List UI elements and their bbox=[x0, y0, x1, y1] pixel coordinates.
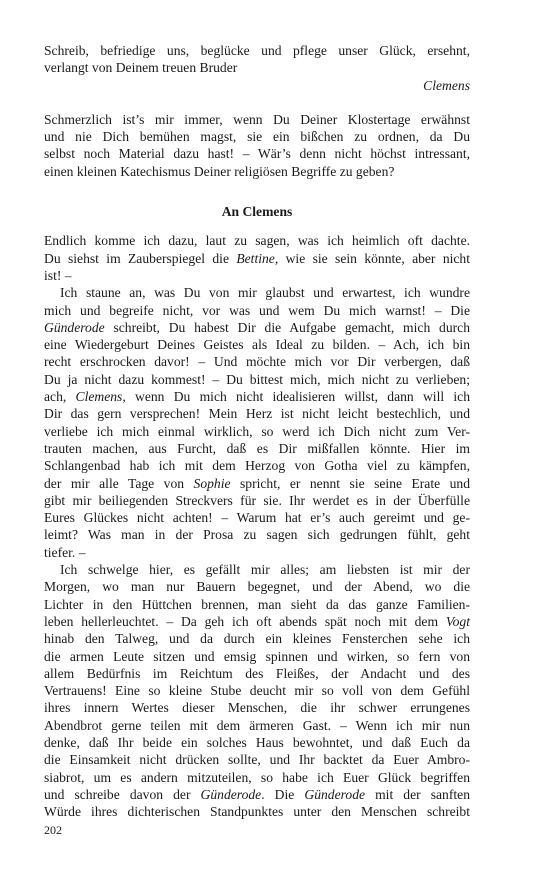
text-line: leben hellerleuchtet. – Da geh ich oft abends spät noch mit dem Vogt bbox=[44, 613, 470, 629]
text-line: Du siehst im Zauberspiegel die Bettine, wie sie sein könnte, aber nicht bbox=[44, 250, 471, 266]
text-line: allem Bedürfnis im Reichtum des Fleißes, der Andacht und des bbox=[44, 665, 470, 681]
book-page bbox=[44, 42, 470, 820]
text-line: denke, daß Ihr beide ein solches Haus bewohntet, und daß Euch da bbox=[44, 734, 470, 750]
text-line: Schmerzlich ist’s mir immer, wenn Du Deiner Klostertage erwähnst bbox=[44, 111, 470, 127]
text-line: mich und begreife nicht, vor was und wem Du mich warnst! – Die bbox=[44, 302, 470, 318]
text-line: Schreib, befriedige uns, beglücke und pflege unser Glück, ersehnt, bbox=[44, 43, 470, 58]
text-line: Günderode schreibt, Du habest Dir die Aufgabe gemacht, mich durch bbox=[44, 319, 470, 335]
letter-heading: An Clemens bbox=[221, 204, 293, 220]
text-line: Ich schwelge hier, es gefällt mir alles; am liebsten ist mir der bbox=[60, 562, 470, 578]
page-number: 202 bbox=[44, 823, 62, 837]
text-line: gibt mir beiliegenden Streckvers für sie. Ihr werdet es in der Überfülle bbox=[44, 492, 470, 508]
text-line: Endlich komme ich dazu, laut zu sagen, was ich heimlich oft dachte. bbox=[44, 233, 470, 249]
text-line: Du ja nicht dazu kommest! – Du bittest mich, mich nicht zu verlieben; bbox=[44, 371, 470, 387]
text-line: leimt? Was man in der Prosa zu sagen sich gedrungen fühlt, geht bbox=[44, 527, 470, 543]
text-line: recht erschrocken davor! – Und möchte mich vor Dir verbergen, daß bbox=[44, 354, 470, 370]
text-line: die Einsamkeit nicht drücken sollte, und Ihr backtet da Euer Ambro- bbox=[44, 752, 470, 768]
text-line: Eures Glückes nicht achten! – Warum hat er’s auch gereimt und ge- bbox=[44, 510, 470, 526]
letter-closing bbox=[44, 42, 470, 94]
text-line: Morgen, wo man nur Bauern begegnet, und der Abend, wo die bbox=[44, 579, 470, 595]
text-line: Abendbrot gerne teilen mit dem ärmeren Gast. – Wenn ich mir nun bbox=[44, 717, 470, 733]
text-line: und schreibe davon der Günderode. Die Günderode mit der sanften bbox=[44, 786, 470, 802]
text-line: Würde ihres dichterischen Standpunktes unter den Menschen schreibt bbox=[44, 804, 470, 820]
text-line: ihres innern Wertes dieser Menschen, die ihr schwer errungenes bbox=[44, 700, 470, 716]
text-line: Vertrauens! Eine so kleine Stube deucht mir so voll von dem Gefühl bbox=[44, 683, 470, 699]
signature: Clemens bbox=[423, 77, 470, 93]
editor-note bbox=[44, 111, 470, 180]
text-line: ist! – bbox=[44, 267, 72, 283]
text-line: verlangt von Deinem treuen Bruder bbox=[44, 60, 238, 76]
text-line: einen kleinen Katechismus Deiner religiösen Begriffe zu geben? bbox=[44, 163, 395, 179]
text-line: selbst noch Material dazu hast! – Wär’s denn nicht höchst intressant, bbox=[44, 146, 470, 162]
text-line: die armen Leute sitzen und emsig spinnen und wirken, so fern von bbox=[44, 648, 470, 664]
text-line: Lichter in den Hüttchen brennen, man sieht da das ganze Familien- bbox=[44, 596, 470, 612]
text-line: trauten machen, aus Furcht, daß es Dir mißfallen könnte. Hier im bbox=[44, 440, 470, 456]
text-line: Dir das gern versprechen! Mein Herz ist nicht leicht bestechlich, und bbox=[44, 406, 470, 422]
text-line: tiefer. – bbox=[44, 544, 86, 560]
text-line: hinab den Talweg, und da durch ein kleines Fensterchen sehe ich bbox=[44, 631, 470, 647]
text-line: verliebe ich mich einmal wirklich, so werd ich Dich nicht zum Ver- bbox=[44, 423, 470, 439]
text-line: ach, Clemens, wenn Du mich nicht idealisieren willst, dann will ich bbox=[44, 389, 470, 405]
text-line: Schlangenbad hab ich mit dem Herzog von Gotha viel zu kämpfen, bbox=[44, 458, 470, 474]
letter-body bbox=[44, 232, 470, 820]
text-line: und nie Dich bemühen magst, sie ein bißchen zu ordnen, da Du bbox=[44, 129, 470, 145]
text-line: der mir alle Tage von Sophie spricht, er nennt sie seine Erate und bbox=[44, 475, 471, 491]
text-line: eine Wiedergeburt Deines Geistes als Ideal zu bilden. – Ach, ich bin bbox=[44, 337, 470, 353]
text-line: siabrot, um es andern mitzuteilen, so habe ich Euer Glück begriffen bbox=[44, 769, 470, 785]
text-line: Ich staune an, was Du von mir glaubst und erwartest, ich wundre bbox=[60, 285, 470, 301]
